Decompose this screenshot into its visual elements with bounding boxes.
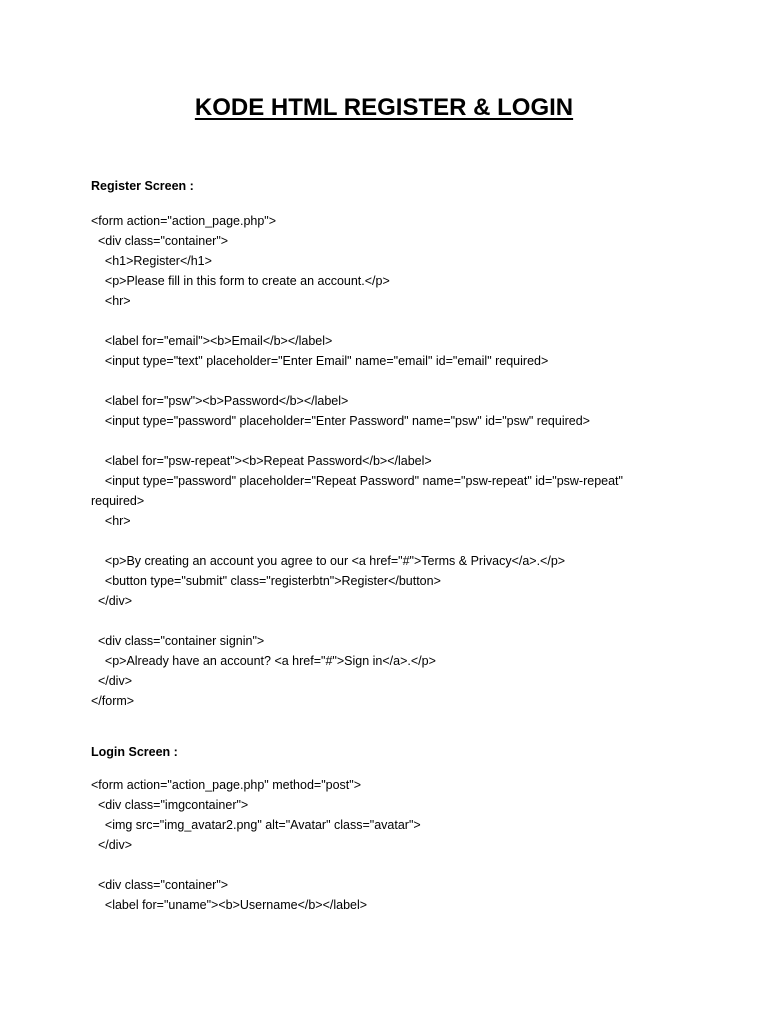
code-line: </div> — [91, 674, 132, 688]
code-line: <input type="password" placeholder="Repeat Password" name="psw-repeat" id="psw-repeat" — [91, 474, 623, 488]
code-line: <form action="action_page.php"> — [91, 214, 277, 228]
code-line — [91, 531, 691, 551]
code-line: <h1>Register</h1> — [91, 254, 212, 268]
code-line: <p>Please fill in this form to create an account.</p> — [91, 274, 390, 288]
code-line: </div> — [91, 594, 132, 608]
code-line — [91, 611, 691, 631]
code-line: <p>Already have an account? <a href="#">Sign in</a>.</p> — [91, 654, 436, 668]
code-line: <form action="action_page.php" method="post"> — [91, 778, 362, 792]
code-line: <div class="container signin"> — [91, 634, 265, 648]
code-line: <div class="container"> — [91, 878, 229, 892]
code-line: <label for="uname"><b>Username</b></label> — [91, 898, 368, 912]
code-line: <input type="password" placeholder="Enter Password" name="psw" id="psw" required> — [91, 414, 590, 428]
code-line: <label for="psw"><b>Password</b></label> — [91, 394, 349, 408]
register-code-block — [91, 211, 691, 711]
code-line: <div class="container"> — [91, 234, 229, 248]
code-line: <div class="imgcontainer"> — [91, 798, 249, 812]
code-line: <hr> — [91, 514, 131, 528]
register-section-heading: Register Screen : — [91, 179, 194, 193]
code-line: </div> — [91, 838, 132, 852]
code-line — [91, 311, 691, 331]
code-line: <p>By creating an account you agree to our <a href="#">Terms & Privacy</a>.</p> — [91, 554, 566, 568]
code-line: <label for="psw-repeat"><b>Repeat Password</b></label> — [91, 454, 432, 468]
code-line: <button type="submit" class="registerbtn">Register</button> — [91, 574, 441, 588]
code-line — [91, 371, 691, 391]
code-line: <img src="img_avatar2.png" alt="Avatar" class="avatar"> — [91, 818, 421, 832]
document-title: KODE HTML REGISTER & LOGIN — [194, 94, 574, 121]
code-line: <hr> — [91, 294, 131, 308]
code-line: required> — [91, 494, 145, 508]
login-section-heading: Login Screen : — [91, 745, 178, 759]
login-code-block — [91, 775, 691, 915]
code-line — [91, 855, 691, 875]
code-line — [91, 431, 691, 451]
code-line: <label for="email"><b>Email</b></label> — [91, 334, 333, 348]
code-line: <input type="text" placeholder="Enter Email" name="email" id="email" required> — [91, 354, 549, 368]
code-line: </form> — [91, 694, 135, 708]
